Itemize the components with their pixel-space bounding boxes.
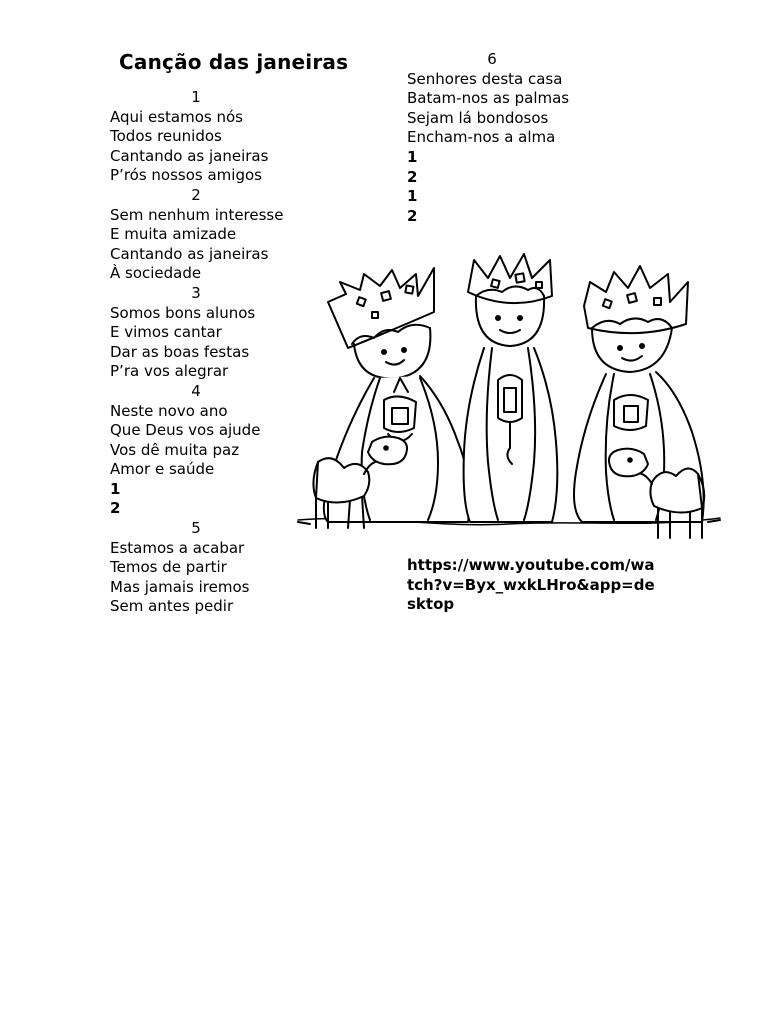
left-lyric-line: Estamos a acabar [110, 538, 245, 557]
left-lyric-line: P’ra vos alegrar [110, 362, 229, 381]
left-lyric-line: Somos bons alunos [110, 303, 256, 322]
right-lyric-line: Senhores desta casa [407, 69, 563, 88]
right-lyric-line: Batam-nos as palmas [407, 89, 570, 108]
left-lyric-line: Aqui estamos nós [110, 107, 243, 126]
left-lyric-line: À sociedade [110, 264, 202, 283]
lyrics-left-column [110, 88, 310, 617]
left-verse-number: 5 [191, 519, 201, 538]
left-lyric-line: Sem nenhum interesse [110, 205, 284, 224]
left-lyric-line: Vos dê muita paz [110, 440, 240, 459]
right-lyric-line: Sejam lá bondosos [407, 108, 549, 127]
left-lyric-line: Amor e saúde [110, 460, 215, 479]
left-verse-number: 2 [191, 185, 201, 204]
left-lyric-line: Neste novo ano [110, 401, 228, 420]
page-title: Canção das janeiras [119, 50, 349, 74]
left-lyric-line: Que Deus vos ajude [110, 421, 261, 440]
right-verse-number: 6 [487, 50, 497, 68]
left-lyric-line: E vimos cantar [110, 323, 222, 342]
left-verse-number: 1 [110, 479, 121, 498]
right-verse-number: 1 [407, 147, 418, 166]
left-lyric-line: Cantando as janeiras [110, 244, 269, 263]
right-verse-number: 2 [407, 167, 418, 186]
left-lyric-line: Mas jamais iremos [110, 577, 250, 596]
left-lyric-line: Cantando as janeiras [110, 146, 269, 165]
right-verse-number: 2 [407, 206, 418, 225]
left-lyric-line: Temos de partir [110, 558, 227, 577]
left-lyric-line: P’rós nossos amigos [110, 166, 262, 185]
youtube-link[interactable]: https://www.youtube.com/watch?v=Byx_wxkLHro&app=desktop [407, 556, 655, 613]
left-verse-number: 3 [191, 283, 201, 302]
left-lyric-line: Dar as boas festas [110, 342, 250, 361]
left-verse-number: 2 [110, 499, 121, 518]
left-verse-number: 4 [191, 381, 201, 400]
left-lyric-line: Todos reunidos [110, 127, 222, 146]
left-lyric-line: Sem antes pedir [110, 597, 234, 616]
right-lyric-line: Encham-nos a alma [407, 128, 556, 147]
three-kings-illustration-icon [288, 252, 728, 552]
left-verse-number: 1 [191, 88, 201, 106]
lyrics-right-column [407, 50, 607, 226]
right-verse-number: 1 [407, 187, 418, 206]
left-lyric-line: E muita amizade [110, 225, 237, 244]
